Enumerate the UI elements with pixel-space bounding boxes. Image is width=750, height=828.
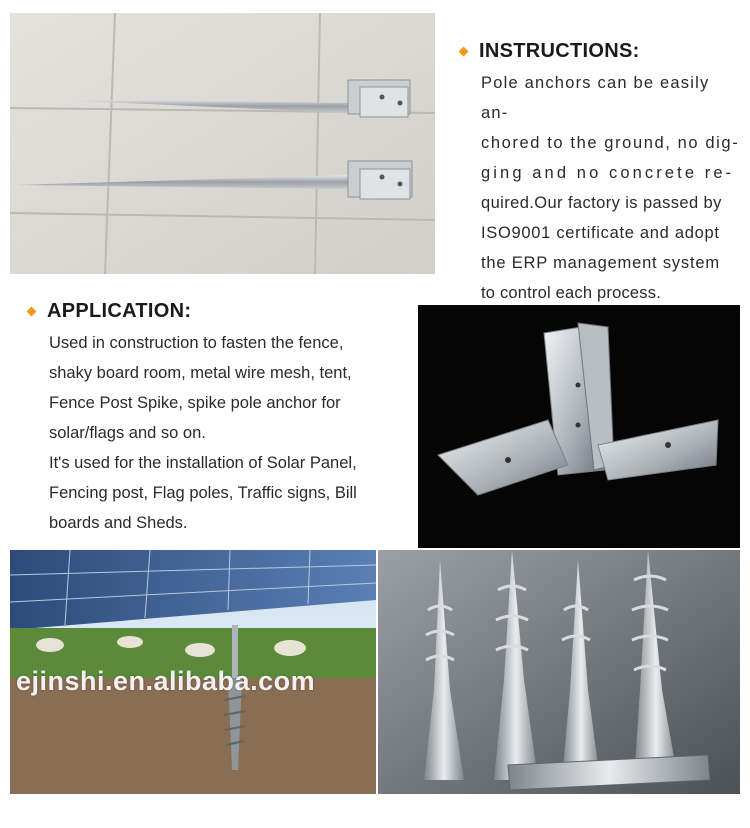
application-line: shaky board room, metal wire mesh, tent, xyxy=(49,364,352,382)
photo-post-brackets xyxy=(418,305,740,548)
application-line: Used in construction to fasten the fence, xyxy=(49,334,344,352)
instructions-line: to control each process. xyxy=(481,284,661,302)
application-line: Fence Post Spike, spike pole anchor for xyxy=(49,394,341,412)
application-title: APPLICATION: xyxy=(28,300,191,323)
orange-diamond-icon xyxy=(459,47,469,57)
application-line: solar/flags and so on. xyxy=(49,424,206,442)
photo-fence-post-spikes xyxy=(10,13,435,274)
orange-diamond-icon xyxy=(27,307,37,317)
instructions-title: INSTRUCTIONS: xyxy=(460,40,640,63)
instructions-line: Pole anchors can be easily an- xyxy=(481,74,710,122)
instructions-line: chored to the ground, no dig- xyxy=(481,134,740,152)
application-line: It's used for the installation of Solar Panel, xyxy=(49,454,357,472)
instructions-line: quired.Our factory is passed by xyxy=(481,194,722,212)
instructions-text xyxy=(481,68,740,308)
instructions-line: ging and no concrete re- xyxy=(481,164,735,182)
application-text xyxy=(49,328,409,538)
instructions-line: the ERP management system xyxy=(481,254,720,272)
instructions-line: ISO9001 certificate and adopt xyxy=(481,224,720,242)
application-line: Fencing post, Flag poles, Traffic signs, Bill xyxy=(49,484,357,502)
watermark-text: ejinshi.en.alibaba.com xyxy=(16,666,316,696)
photo-ground-screws xyxy=(378,550,740,794)
application-line: boards and Sheds. xyxy=(49,514,188,532)
